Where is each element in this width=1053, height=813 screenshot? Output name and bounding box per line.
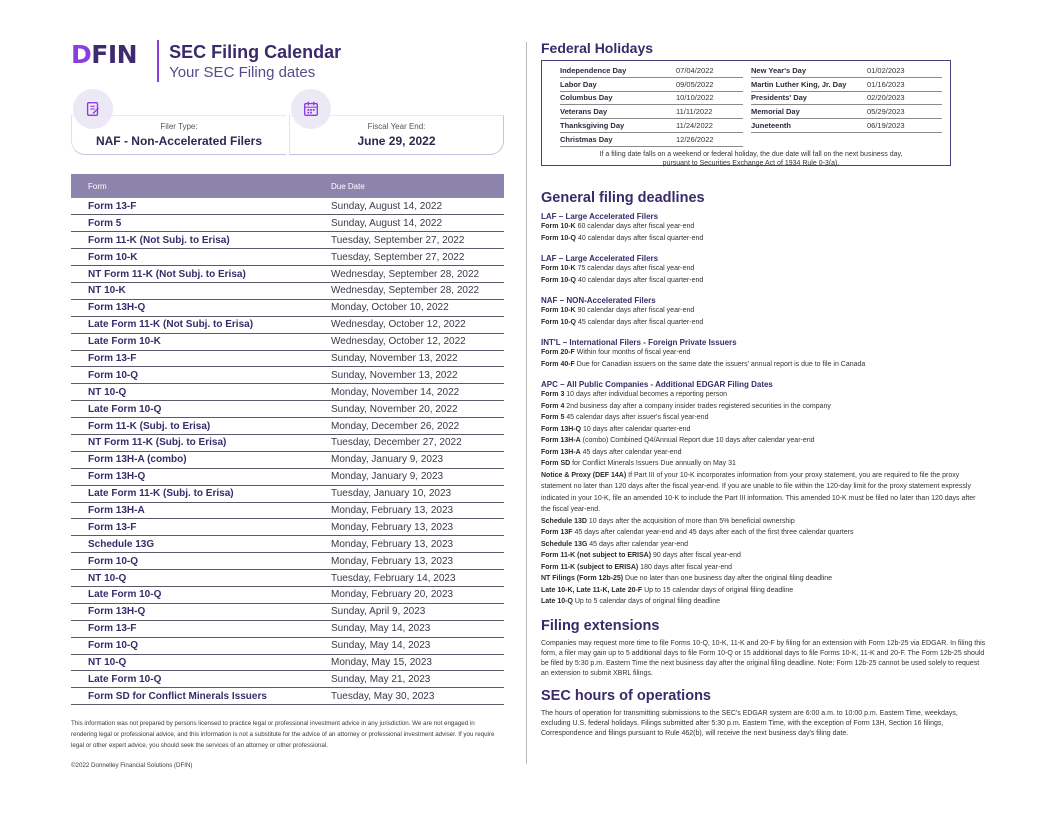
holiday-date: 02/20/2023 <box>867 93 905 103</box>
extensions-text: Companies may request more time to file Forms 10-Q, 10-K, 11-K and 20-F by filing for an extension with Form 12b-25 via EDGAR. In filing this form, a filer may gain up to 5 additional days to file Form 10-Q or 15 additional days to file Forms 10-K, 11-K and 20-F. The Form 12b-25 should be filed by 5:30 p.m. Eastern Time the next business day after the original filing deadline. Note: Form 12b-25 cannot be used solely to request an extension to submit XBRL filings. <box>541 639 986 678</box>
table-row <box>71 451 504 468</box>
deadline-description: 10 days after individual becomes a reporting person <box>564 391 727 398</box>
table-row <box>71 350 504 367</box>
calendar-icon <box>291 89 331 129</box>
deadline-group <box>541 212 981 244</box>
table-row <box>71 333 504 350</box>
hours-text: The hours of operation for transmitting submissions to the SEC's EDGAR system are 6:00 a.m. to 10:00 p.m. Eastern Time, weekdays, excluding U.S. federal holidays. Filings submitted after 5:30 p.m. Eastern Time, with the exception of Form 13H, Section 16 filings, Correspondence and filings pursuant to Rule 462(b), will receive the next business day's filing date. <box>541 709 958 738</box>
table-row <box>71 485 504 502</box>
table-row <box>71 586 504 603</box>
holiday-name: Thanksgiving Day <box>560 121 625 131</box>
fiscal-year-value: June 29, 2022 <box>357 134 436 148</box>
table-row <box>71 249 504 266</box>
deadline-line <box>541 470 981 516</box>
deadline-description: Due for Canadian issuers on the same date the issuers' annual report is due to file in Canada <box>574 360 866 368</box>
holiday-row <box>560 92 743 106</box>
table-row <box>71 266 504 283</box>
holidays-left-column <box>560 64 751 147</box>
table-row <box>71 688 504 705</box>
extensions-section <box>541 617 986 680</box>
holidays-title: Federal Holidays <box>541 40 654 56</box>
column-divider <box>526 42 527 764</box>
holiday-row <box>751 64 942 78</box>
deadline-description: 2nd business day after a company insider trades registered securities in the company <box>564 402 831 410</box>
brand-divider <box>157 40 159 82</box>
deadline-description: 180 days after fiscal year-end <box>638 563 733 571</box>
deadline-line <box>541 516 981 528</box>
holiday-date: 01/16/2023 <box>867 79 905 89</box>
deadline-description: (combo) Combined Q4/Annual Report due 10 days after calendar year-end <box>580 437 815 444</box>
deadline-group-heading: APC – All Public Companies - Additional EDGAR Filing Dates <box>541 380 773 389</box>
form-cell: Form 11-K (Subj. to Erisa) <box>71 418 325 435</box>
form-cell: Form 10-Q <box>71 637 325 654</box>
deadline-line <box>541 447 981 459</box>
left-column <box>71 38 504 769</box>
holiday-row <box>560 64 743 78</box>
due-date-cell: Sunday, November 20, 2022 <box>325 401 504 418</box>
form-column-header: Form <box>71 174 325 198</box>
deadline-line <box>541 412 981 424</box>
due-date-cell: Monday, January 9, 2023 <box>325 451 504 468</box>
due-date-cell: Sunday, May 14, 2023 <box>325 637 504 654</box>
deadline-form-name: Form 13H-A <box>541 437 581 444</box>
table-row <box>71 654 504 671</box>
disclaimer: This information was not prepared by persons licensed to practice legal or professional investment advice in any jurisdiction. We are not engaged in rendering legal or professional advice, and this information is not a substitute for the advice of an attorney or professional investment adviser. If you require legal or other expert advice, you should seek the services of an attorney or other professional. <box>71 720 495 750</box>
holiday-row <box>560 78 743 92</box>
holiday-name: Columbus Day <box>560 93 613 103</box>
due-date-cell: Sunday, November 13, 2022 <box>325 350 504 367</box>
holiday-name: Presidents' Day <box>751 93 807 103</box>
page-subtitle: Your SEC Filing dates <box>169 64 316 81</box>
table-row <box>71 620 504 637</box>
deadline-group <box>541 380 981 608</box>
deadline-group-heading: INT'L – International Filers - Foreign Private Issuers <box>541 338 737 347</box>
holiday-name: Christmas Day <box>560 134 613 144</box>
deadline-description: Up to 15 calendar days of original filing deadline <box>642 586 794 594</box>
deadline-form-name: Form 13F <box>541 529 573 536</box>
deadline-form-name: Form 13H-A <box>541 448 581 456</box>
due-date-cell: Sunday, August 14, 2022 <box>325 198 504 215</box>
table-header-row <box>71 174 504 198</box>
form-cell: Late Form 10-Q <box>71 671 325 688</box>
deadline-form-name: Form 10-Q <box>541 276 577 284</box>
filing-calendar-table <box>71 174 504 705</box>
deadline-form-name: Form 11-K (not subject to ERISA) <box>541 552 652 559</box>
due-date-cell: Tuesday, January 10, 2023 <box>325 485 504 502</box>
deadline-group-heading: NAF – NON-Accelerated Filers <box>541 296 656 305</box>
dfin-logo <box>71 40 137 69</box>
due-date-cell: Monday, November 14, 2022 <box>325 384 504 401</box>
page-title: SEC Filing Calendar <box>169 42 342 62</box>
holidays-right-column <box>751 64 942 147</box>
table-row <box>71 282 504 299</box>
deadline-description: 45 days after calendar year-end <box>580 448 682 456</box>
table-row <box>71 468 504 485</box>
due-date-cell: Monday, February 13, 2023 <box>325 553 504 570</box>
deadline-form-name: Form 10-K <box>541 265 576 272</box>
form-cell: Form 13H-Q <box>71 603 325 620</box>
holiday-date: 06/19/2023 <box>867 121 905 131</box>
table-row <box>71 418 504 435</box>
form-cell: Form 10-Q <box>71 553 325 570</box>
deadline-group <box>541 338 981 370</box>
deadline-line <box>541 275 981 287</box>
form-cell: Late Form 10-Q <box>71 586 325 603</box>
table-row <box>71 570 504 587</box>
deadline-form-name: Form 13H-Q <box>541 425 582 433</box>
due-date-cell: Monday, December 26, 2022 <box>325 418 504 435</box>
deadline-description: 10 days after the acquisition of more than 5% beneficial ownership <box>586 517 795 525</box>
deadline-form-name: Form 4 <box>541 402 565 410</box>
deadline-line <box>541 401 981 413</box>
due-date-cell: Tuesday, December 27, 2022 <box>325 434 504 451</box>
general-deadlines-title: General filing deadlines <box>541 190 705 206</box>
form-cell: Form 13H-Q <box>71 468 325 485</box>
holiday-row <box>560 105 743 119</box>
due-date-cell: Monday, October 10, 2022 <box>325 299 504 316</box>
filer-type-label: Filer Type: <box>160 122 198 131</box>
due-date-cell: Monday, February 13, 2023 <box>325 536 504 553</box>
deadline-description: 75 calendar days after fiscal year-end <box>575 265 695 272</box>
holiday-date: 07/04/2022 <box>676 65 714 75</box>
form-cell: NT Form 11-K (Not Subj. to Erisa) <box>71 266 325 283</box>
holiday-name: Veterans Day <box>560 107 608 117</box>
deadline-line <box>541 585 981 597</box>
due-date-cell: Monday, May 15, 2023 <box>325 654 504 671</box>
table-row <box>71 671 504 688</box>
holiday-row <box>751 119 942 133</box>
form-cell: Form 13-F <box>71 198 325 215</box>
form-cell: Form 10-Q <box>71 367 325 384</box>
table-row <box>71 519 504 536</box>
form-cell: Late Form 11-K (Not Subj. to Erisa) <box>71 316 325 333</box>
holidays-note: If a filing date falls on a weekend or federal holiday, the due date will fall on the next business day, pursuant to Securities Exchange Act of 1934 Rule 0-3(a). <box>599 150 903 167</box>
deadline-form-name: NT Filings (Form 12b-25) <box>541 575 624 582</box>
holiday-name: Juneteenth <box>751 121 792 131</box>
form-cell: Form 13-F <box>71 620 325 637</box>
table-row <box>71 603 504 620</box>
deadline-description: 45 calendar days after fiscal quarter-end <box>576 318 704 326</box>
deadline-form-name: Form 5 <box>541 414 565 421</box>
table-row <box>71 401 504 418</box>
extensions-title: Filing extensions <box>541 617 660 634</box>
deadline-line <box>541 458 981 470</box>
deadline-description: 60 calendar days after fiscal year-end <box>575 223 695 230</box>
holiday-date: 01/02/2023 <box>867 65 905 75</box>
form-cell: Form SD for Conflict Minerals Issuers <box>71 688 325 705</box>
deadline-group <box>541 254 981 286</box>
filer-info <box>71 101 504 171</box>
deadline-line <box>541 424 981 436</box>
deadline-description: 90 calendar days after fiscal year-end <box>575 307 695 314</box>
deadline-description: 10 days after calendar quarter-end <box>581 425 691 433</box>
deadline-line <box>541 359 981 371</box>
table-row <box>71 637 504 654</box>
form-cell: NT Form 11-K (Subj. to Erisa) <box>71 434 325 451</box>
form-cell: Form 13H-A (combo) <box>71 451 325 468</box>
due-date-cell: Monday, January 9, 2023 <box>325 468 504 485</box>
deadline-line <box>541 550 981 562</box>
brand-header <box>71 38 504 86</box>
form-cell: Form 13H-Q <box>71 299 325 316</box>
deadline-description: 40 calendar days after fiscal quarter-end <box>576 276 704 284</box>
due-date-cell: Sunday, May 14, 2023 <box>325 620 504 637</box>
filer-type-value: NAF - Non-Accelerated Filers <box>95 134 263 148</box>
holidays-box <box>541 60 951 166</box>
deadline-description: 45 days after calendar year-end <box>587 540 689 548</box>
deadline-form-name: Form 20-F <box>541 349 575 356</box>
deadline-form-name: Notice & Proxy (DEF 14A) <box>541 471 627 479</box>
holiday-name: New Year's Day <box>751 65 807 75</box>
form-cell: Form 13-F <box>71 350 325 367</box>
table-row <box>71 316 504 333</box>
due-date-cell: Sunday, April 9, 2023 <box>325 603 504 620</box>
deadline-line <box>541 233 981 245</box>
deadline-form-name: Late 10-K, Late 11-K, Late 20-F <box>541 586 643 594</box>
deadline-description: 45 calendar days after issuer's fiscal year-end <box>564 414 709 421</box>
deadline-form-name: Schedule 13G <box>541 540 588 548</box>
due-date-cell: Sunday, May 21, 2023 <box>325 671 504 688</box>
deadline-line <box>541 573 981 585</box>
deadline-description: Within four months of fiscal year-end <box>574 349 691 356</box>
deadline-form-name: Late 10-Q <box>541 598 573 605</box>
hours-title: SEC hours of operations <box>541 687 711 704</box>
holiday-row <box>560 119 743 133</box>
deadline-description: 40 calendar days after fiscal quarter-end <box>576 234 704 242</box>
deadline-description: Due no later than one business day after the original filing deadline <box>623 575 833 582</box>
due-date-cell: Wednesday, September 28, 2022 <box>325 266 504 283</box>
deadline-line <box>541 435 981 447</box>
deadline-form-name: Form 11-K (subject to ERISA) <box>541 563 639 571</box>
holiday-name: Labor Day <box>560 79 597 89</box>
table-row <box>71 434 504 451</box>
deadline-line <box>541 305 981 317</box>
holiday-date: 11/11/2022 <box>676 107 713 117</box>
form-cell: Late Form 10-Q <box>71 401 325 418</box>
form-cell: Form 5 <box>71 215 325 232</box>
holiday-date: 09/05/2022 <box>676 79 714 89</box>
due-date-cell: Tuesday, May 30, 2023 <box>325 688 504 705</box>
due-date-cell: Monday, February 13, 2023 <box>325 519 504 536</box>
deadline-description: Up to 5 calendar days of original filing deadline <box>572 598 720 605</box>
table-row <box>71 553 504 570</box>
due-date-cell: Sunday, August 14, 2022 <box>325 215 504 232</box>
deadline-description: If Part III of your 10-K incorporates information from your proxy statement, you are required to file the proxy statement no later than 120 days after the fiscal year-end. If you are unable to file within the 120-day limit for the proxy statement expressly indicated in your 10-K, file an amended 10-K to include the Part III information. This amended 10-K must be filed no later than 120 days after the fiscal year-end. <box>541 471 976 513</box>
form-cell: Form 13H-A <box>71 502 325 519</box>
deadline-form-name: Form SD <box>541 460 571 467</box>
document-icon <box>73 89 113 129</box>
hours-section <box>541 688 981 740</box>
holiday-row <box>751 92 942 106</box>
due-date-cell: Sunday, November 13, 2022 <box>325 367 504 384</box>
holiday-date: 12/26/2022 <box>676 134 714 144</box>
form-cell: Form 11-K (Not Subj. to Erisa) <box>71 232 325 249</box>
deadline-line <box>541 596 981 608</box>
deadline-line <box>541 221 981 233</box>
fiscal-year-label: Fiscal Year End: <box>367 122 426 131</box>
holiday-row <box>751 105 942 119</box>
table-row <box>71 384 504 401</box>
due-date-cell: Tuesday, February 14, 2023 <box>325 570 504 587</box>
table-row <box>71 502 504 519</box>
deadline-group-heading: LAF – Large Accelerated Filers <box>541 254 659 263</box>
deadline-line <box>541 389 981 401</box>
deadline-form-name: Form 10-Q <box>541 318 577 326</box>
holiday-date: 10/10/2022 <box>676 93 714 103</box>
due-date-cell: Tuesday, September 27, 2022 <box>325 232 504 249</box>
form-cell: Form 10-K <box>71 249 325 266</box>
holiday-date: 11/24/2022 <box>676 121 713 131</box>
form-cell: Schedule 13G <box>71 536 325 553</box>
deadline-line <box>541 317 981 329</box>
form-cell: NT 10-Q <box>71 384 325 401</box>
deadline-line <box>541 562 981 574</box>
form-cell: NT 10-Q <box>71 570 325 587</box>
deadline-group <box>541 296 981 328</box>
due-date-cell: Wednesday, October 12, 2022 <box>325 333 504 350</box>
deadline-line <box>541 263 981 275</box>
logo-accent-letter: D <box>71 40 92 69</box>
deadline-form-name: Form 40-F <box>541 360 575 368</box>
deadline-description: 45 days after calendar year-end and 45 days after each of the first three calendar quarters <box>572 529 854 536</box>
due-date-cell: Monday, February 20, 2023 <box>325 586 504 603</box>
due-date-column-header: Due Date <box>325 174 504 198</box>
deadline-line <box>541 539 981 551</box>
deadline-group-heading: LAF – Large Accelerated Filers <box>541 212 659 221</box>
right-column <box>541 40 986 740</box>
deadline-form-name: Form 3 <box>541 391 565 398</box>
holiday-row <box>560 133 743 147</box>
logo-text: FIN <box>91 40 138 69</box>
due-date-cell: Wednesday, September 28, 2022 <box>325 282 504 299</box>
form-cell: Late Form 10-K <box>71 333 325 350</box>
deadline-form-name: Form 10-Q <box>541 234 577 242</box>
deadline-description: for Conflict Minerals Issuers Due annually on May 31 <box>570 460 736 467</box>
due-date-cell: Monday, February 13, 2023 <box>325 502 504 519</box>
form-cell: Form 13-F <box>71 519 325 536</box>
form-cell: NT 10-K <box>71 282 325 299</box>
table-row <box>71 367 504 384</box>
form-cell: Late Form 11-K (Subj. to Erisa) <box>71 485 325 502</box>
holiday-row <box>751 78 942 92</box>
table-row <box>71 198 504 215</box>
brand-titles <box>169 38 341 81</box>
deadline-form-name: Form 10-K <box>541 223 576 230</box>
form-cell: NT 10-Q <box>71 654 325 671</box>
deadline-form-name: Schedule 13D <box>541 517 587 525</box>
deadline-line <box>541 527 981 539</box>
due-date-cell: Wednesday, October 12, 2022 <box>325 316 504 333</box>
table-row <box>71 536 504 553</box>
holiday-name: Independence Day <box>560 65 627 75</box>
holiday-date: 05/29/2023 <box>867 107 905 117</box>
deadline-form-name: Form 10-K <box>541 307 576 314</box>
due-date-cell: Tuesday, September 27, 2022 <box>325 249 504 266</box>
table-row <box>71 232 504 249</box>
deadline-line <box>541 347 981 359</box>
table-row <box>71 215 504 232</box>
table-row <box>71 299 504 316</box>
general-deadlines-section <box>541 190 981 608</box>
copyright: ©2022 Donnelley Financial Solutions (DFIN) <box>71 762 193 770</box>
holiday-name: Martin Luther King, Jr. Day <box>751 79 847 89</box>
deadline-description: 90 days after fiscal year-end <box>651 552 741 559</box>
holiday-name: Memorial Day <box>751 107 800 117</box>
